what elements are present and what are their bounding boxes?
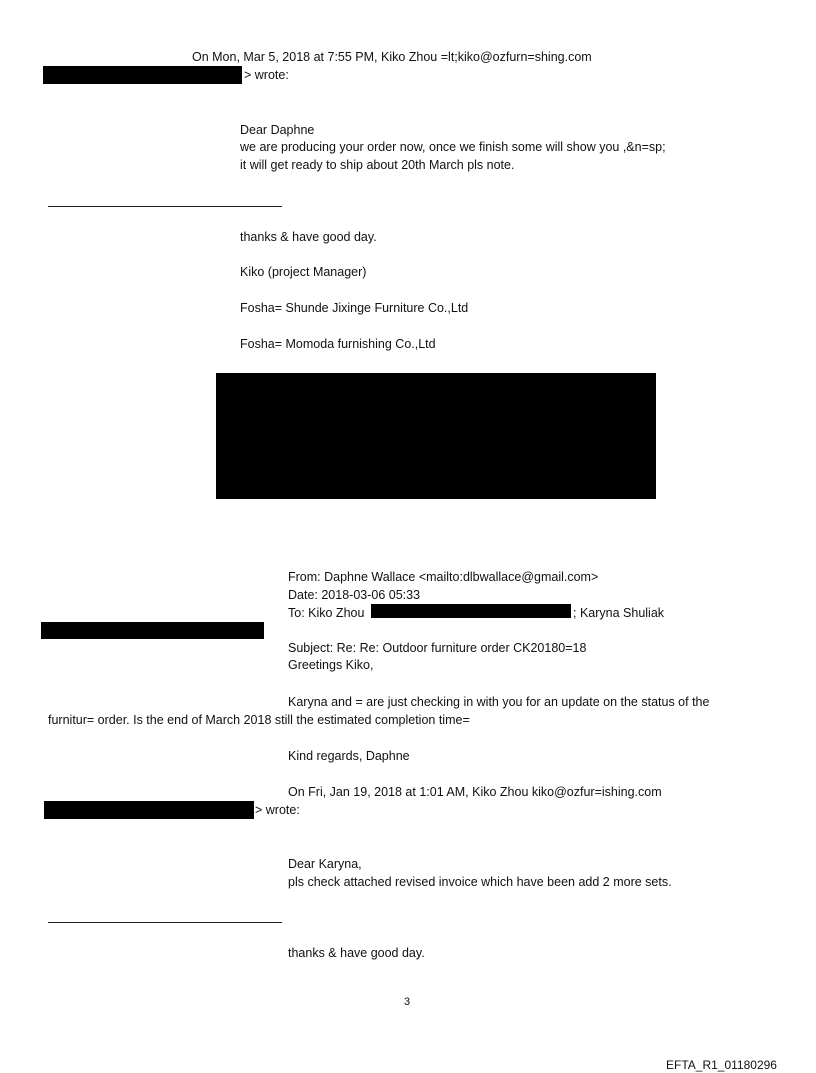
email3-header-line1: On Fri, Jan 19, 2018 at 1:01 AM, Kiko Zhou kiko@ozfur=ishing.com <box>288 785 662 799</box>
redaction-block <box>44 801 254 819</box>
page-number: 3 <box>404 996 411 1008</box>
email2-subject: Subject: Re: Re: Outdoor furniture order CK20180=18 <box>288 641 587 655</box>
email3-greeting: Dear Karyna, <box>288 857 362 871</box>
email1-company1: Fosha= Shunde Jixinge Furniture Co.,Ltd <box>240 301 469 315</box>
divider-line <box>48 922 282 923</box>
redaction-block <box>43 66 242 84</box>
email2-to-prefix: To: Kiko Zhou <box>288 606 365 620</box>
divider-line <box>48 206 282 207</box>
email2-body-line2: furnitur= order. Is the end of March 2018 still the estimated completion time= <box>48 713 470 727</box>
email3-closing: thanks & have good day. <box>288 946 425 960</box>
email2-date: Date: 2018-03-06 05:33 <box>288 588 421 602</box>
email3-body-line1: pls check attached revised invoice which have been add 2 more sets. <box>288 875 672 889</box>
email3-header-line2: > wrote: <box>255 803 300 817</box>
email2-closing: Kind regards, Daphne <box>288 749 410 763</box>
email1-header-line2: > wrote: <box>244 68 289 82</box>
email1-greeting: Dear Daphne <box>240 123 315 137</box>
email2-to-suffix: ; Karyna Shuliak <box>573 606 665 620</box>
email2-body-line1: Karyna and = are just checking in with you for an update on the status of the <box>288 695 710 709</box>
email1-header-line1: On Mon, Mar 5, 2018 at 7:55 PM, Kiko Zhou =lt;kiko@ozfurn=shing.com <box>192 50 592 64</box>
redaction-block-large <box>216 373 656 499</box>
redaction-block <box>371 604 571 618</box>
bates-number: EFTA_R1_01180296 <box>666 1058 777 1072</box>
email1-company2: Fosha= Momoda furnishing Co.,Ltd <box>240 337 436 351</box>
redaction-block <box>41 622 264 639</box>
email1-body-line2: it will get ready to ship about 20th March pls note. <box>240 158 515 172</box>
email2-greeting: Greetings Kiko, <box>288 658 374 672</box>
email1-signature-name: Kiko (project Manager) <box>240 265 367 279</box>
email1-closing: thanks & have good day. <box>240 230 377 244</box>
email1-body-line1: we are producing your order now, once we finish some will show you ,&n=sp; <box>240 140 666 154</box>
email2-from: From: Daphne Wallace <mailto:dlbwallace@gmail.com> <box>288 570 599 584</box>
